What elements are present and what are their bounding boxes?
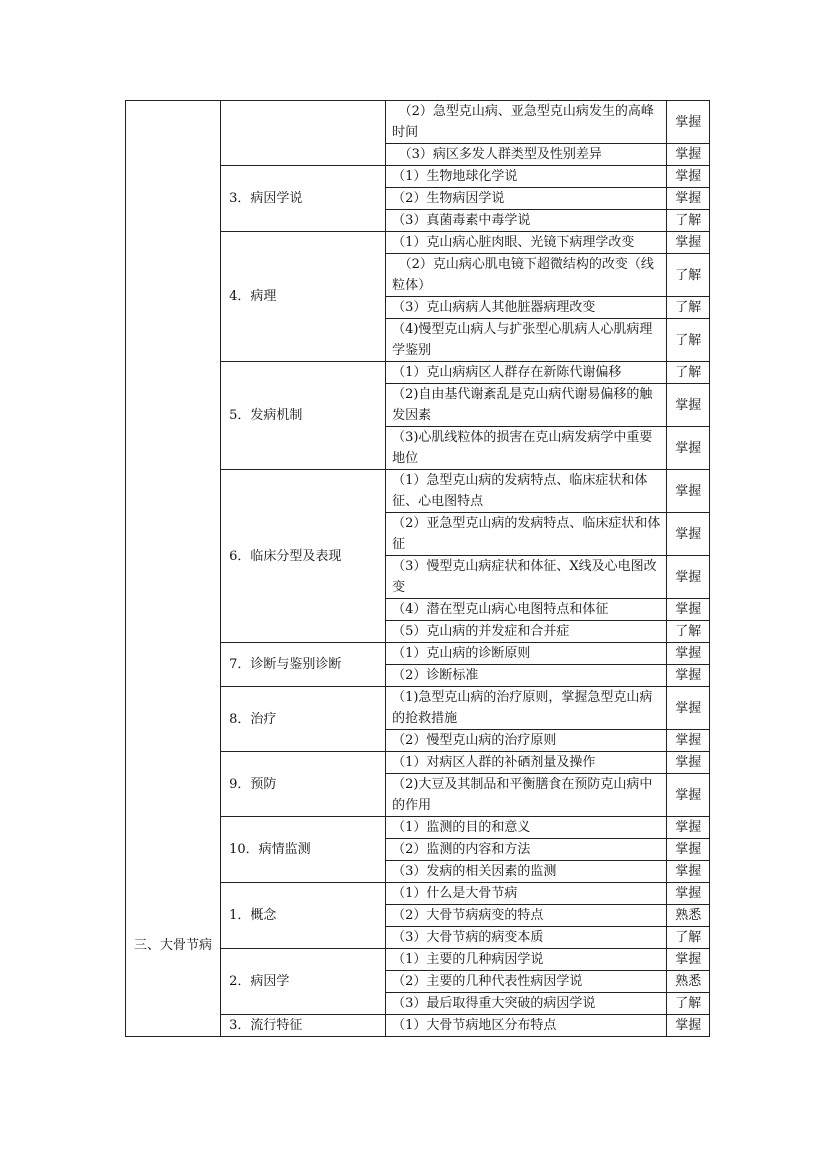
requirement-cell: 掌握 xyxy=(667,101,710,144)
item-cell: （3）真菌毒素中毒学说 xyxy=(386,210,667,232)
requirement-cell: 掌握 xyxy=(667,384,710,427)
item-cell: （3)心肌线粒体的损害在克山病发病学中重要地位 xyxy=(386,427,667,470)
item-cell: （2）主要的几种代表性病因学说 xyxy=(386,971,667,993)
requirement-cell: 了解 xyxy=(667,927,710,949)
item-cell: （3）慢型克山病症状和体征、X线及心电图改变 xyxy=(386,556,667,599)
category-cell: 3．病因学说 xyxy=(221,166,386,232)
category-cell: 10．病情监测 xyxy=(221,817,386,883)
item-cell: （2)大豆及其制品和平衡膳食在预防克山病中的作用 xyxy=(386,774,667,817)
requirement-cell: 熟悉 xyxy=(667,971,710,993)
item-cell: （2）大骨节病病变的特点 xyxy=(386,905,667,927)
item-cell: （1）主要的几种病因学说 xyxy=(386,949,667,971)
item-cell: （3）发病的相关因素的监测 xyxy=(386,861,667,883)
requirement-cell: 掌握 xyxy=(667,1015,710,1037)
item-cell: （5）克山病的并发症和合并症 xyxy=(386,621,667,643)
category-cell: 3．流行特征 xyxy=(221,1015,386,1037)
item-cell: （1）生物地球化学说 xyxy=(386,166,667,188)
category-cell: 1．概念 xyxy=(221,883,386,949)
item-cell: （2）克山病心肌电镜下超微结构的改变（线粒体） xyxy=(386,254,667,297)
item-cell: （1）对病区人群的补硒剂量及操作 xyxy=(386,752,667,774)
category-cell xyxy=(221,101,386,166)
category-cell: 8．治疗 xyxy=(221,687,386,752)
requirement-cell: 掌握 xyxy=(667,166,710,188)
item-cell: （3）病区多发人群类型及性别差异 xyxy=(386,144,667,166)
category-cell: 5．发病机制 xyxy=(221,362,386,470)
syllabus-table xyxy=(125,100,710,1037)
requirement-cell: 掌握 xyxy=(667,949,710,971)
item-cell: （2）慢型克山病的治疗原则 xyxy=(386,730,667,752)
item-cell: （2）诊断标准 xyxy=(386,665,667,687)
requirement-cell: 掌握 xyxy=(667,730,710,752)
requirement-cell: 掌握 xyxy=(667,643,710,665)
item-cell: （1）大骨节病地区分布特点 xyxy=(386,1015,667,1037)
item-cell: （2）急型克山病、亚急型克山病发生的高峰时间 xyxy=(386,101,667,144)
requirement-cell: 掌握 xyxy=(667,599,710,621)
category-cell: 2．病因学 xyxy=(221,949,386,1015)
requirement-cell: 掌握 xyxy=(667,752,710,774)
requirement-cell: 掌握 xyxy=(667,839,710,861)
item-cell: （1）克山病的诊断原则 xyxy=(386,643,667,665)
requirement-cell: 了解 xyxy=(667,993,710,1015)
requirement-cell: 掌握 xyxy=(667,817,710,839)
category-cell: 7．诊断与鉴别诊断 xyxy=(221,643,386,687)
requirement-cell: 掌握 xyxy=(667,188,710,210)
requirement-cell: 掌握 xyxy=(667,861,710,883)
requirement-cell: 掌握 xyxy=(667,883,710,905)
item-cell: （1）监测的目的和意义 xyxy=(386,817,667,839)
main-topic-cell xyxy=(126,101,221,1037)
item-cell: （3）大骨节病的病变本质 xyxy=(386,927,667,949)
item-cell: （4）潜在型克山病心电图特点和体征 xyxy=(386,599,667,621)
item-cell: （1）克山病病区人群存在新陈代谢偏移 xyxy=(386,362,667,384)
requirement-cell: 掌握 xyxy=(667,556,710,599)
item-cell: （1）急型克山病的发病特点、临床症状和体征、心电图特点 xyxy=(386,470,667,513)
requirement-cell: 掌握 xyxy=(667,144,710,166)
requirement-cell: 掌握 xyxy=(667,427,710,470)
category-cell: 9．预防 xyxy=(221,752,386,817)
requirement-cell: 熟悉 xyxy=(667,905,710,927)
item-cell: （2）亚急型克山病的发病特点、临床症状和体征 xyxy=(386,513,667,556)
main-topic-label: 三、大骨节病 xyxy=(134,937,213,953)
requirement-cell: 了解 xyxy=(667,254,710,297)
requirement-cell: 了解 xyxy=(667,621,710,643)
category-cell: 4．病理 xyxy=(221,232,386,362)
requirement-cell: 掌握 xyxy=(667,774,710,817)
item-cell: （3）克山病病人其他脏器病理改变 xyxy=(386,297,667,319)
item-cell: （1)急型克山病的治疗原则，掌握急型克山病的抢救措施 xyxy=(386,687,667,730)
requirement-cell: 掌握 xyxy=(667,232,710,254)
item-cell: （1）克山病心脏肉眼、光镜下病理学改变 xyxy=(386,232,667,254)
item-cell: （2）监测的内容和方法 xyxy=(386,839,667,861)
item-cell: （1）什么是大骨节病 xyxy=(386,883,667,905)
requirement-cell: 掌握 xyxy=(667,687,710,730)
item-cell: （2）生物病因学说 xyxy=(386,188,667,210)
requirement-cell: 掌握 xyxy=(667,665,710,687)
requirement-cell: 了解 xyxy=(667,297,710,319)
item-cell: （3）最后取得重大突破的病因学说 xyxy=(386,993,667,1015)
requirement-cell: 了解 xyxy=(667,319,710,362)
category-cell: 6．临床分型及表现 xyxy=(221,470,386,643)
requirement-cell: 掌握 xyxy=(667,470,710,513)
requirement-cell: 了解 xyxy=(667,210,710,232)
requirement-cell: 了解 xyxy=(667,362,710,384)
requirement-cell: 掌握 xyxy=(667,513,710,556)
item-cell: （2)自由基代谢紊乱是克山病代谢易偏移的触发因素 xyxy=(386,384,667,427)
item-cell: （4)慢型克山病人与扩张型心肌病人心肌病理学鉴别 xyxy=(386,319,667,362)
